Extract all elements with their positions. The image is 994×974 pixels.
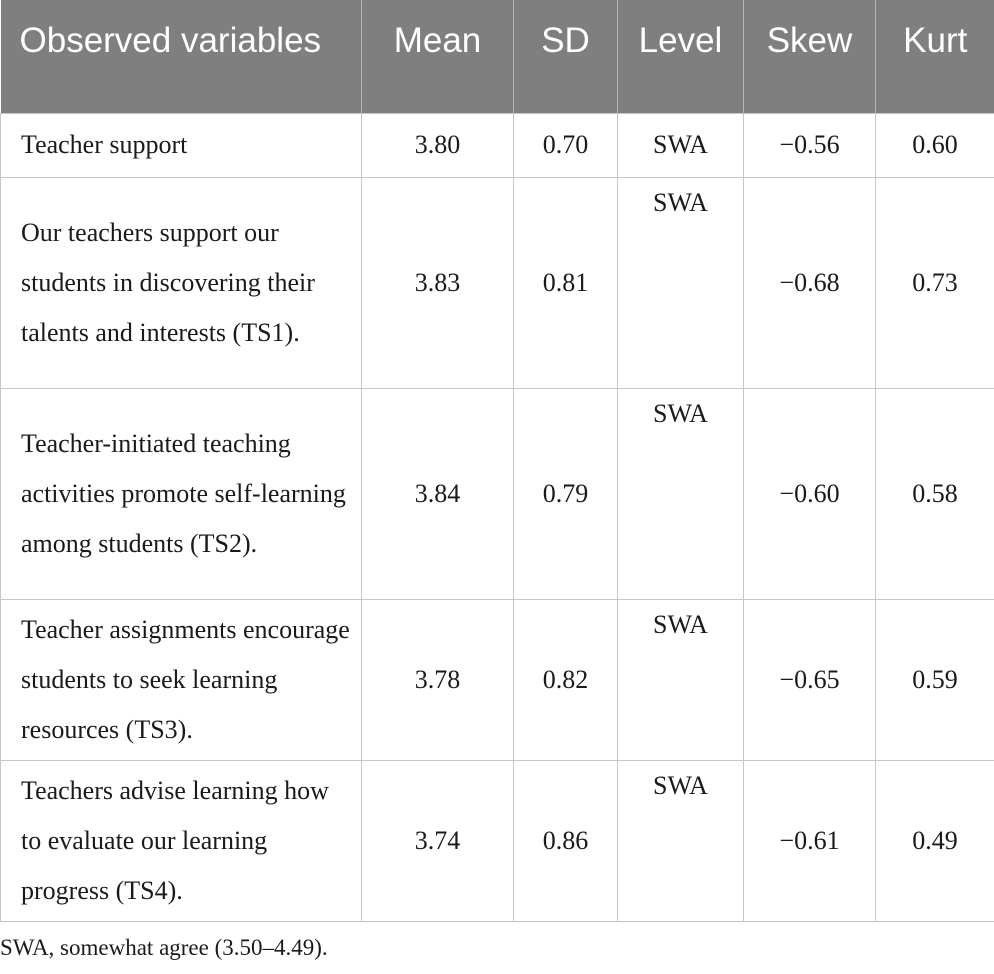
mean-cell: 3.84 — [362, 388, 514, 599]
variable-cell: Our teachers support our students in discovering their talents and interests (TS1). — [1, 177, 362, 388]
skew-cell: −0.65 — [744, 599, 876, 760]
sd-cell: 0.81 — [514, 177, 618, 388]
table-row — [1, 760, 994, 921]
variable-cell: Teacher support — [1, 113, 362, 177]
kurt-cell: 0.58 — [876, 388, 994, 599]
skew-cell: −0.56 — [744, 113, 876, 177]
level-cell: SWA — [618, 760, 744, 921]
header-sd: SD — [514, 0, 618, 113]
skew-cell: −0.60 — [744, 388, 876, 599]
header-level: Level — [618, 0, 744, 113]
kurt-cell: 0.60 — [876, 113, 994, 177]
table-row — [1, 388, 994, 599]
kurt-cell: 0.49 — [876, 760, 994, 921]
variable-cell: Teachers advise learning how to evaluate our learning progress (TS4). — [1, 760, 362, 921]
sd-cell: 0.86 — [514, 760, 618, 921]
mean-cell: 3.80 — [362, 113, 514, 177]
variable-cell: Teacher-initiated teaching activities promote self-learning among students (TS2). — [1, 388, 362, 599]
level-cell: SWA — [618, 177, 744, 388]
header-skew: Skew — [744, 0, 876, 113]
table-row — [1, 599, 994, 760]
mean-cell: 3.74 — [362, 760, 514, 921]
kurt-cell: 0.73 — [876, 177, 994, 388]
level-cell: SWA — [618, 599, 744, 760]
variable-cell: Teacher assignments encourage students to seek learning resources (TS3). — [1, 599, 362, 760]
level-cell: SWA — [618, 113, 744, 177]
sd-cell: 0.82 — [514, 599, 618, 760]
header-mean: Mean — [362, 0, 514, 113]
sd-cell: 0.70 — [514, 113, 618, 177]
mean-cell: 3.78 — [362, 599, 514, 760]
skew-cell: −0.68 — [744, 177, 876, 388]
table-footnote: SWA, somewhat agree (3.50–4.49). — [0, 935, 328, 960]
header-observed-variables: Observed variables — [1, 0, 362, 113]
skew-cell: −0.61 — [744, 760, 876, 921]
sd-cell: 0.79 — [514, 388, 618, 599]
header-row — [1, 0, 994, 113]
table-row — [1, 177, 994, 388]
table-row — [1, 113, 994, 177]
kurt-cell: 0.59 — [876, 599, 994, 760]
header-kurt: Kurt — [876, 0, 994, 113]
level-cell: SWA — [618, 388, 744, 599]
mean-cell: 3.83 — [362, 177, 514, 388]
